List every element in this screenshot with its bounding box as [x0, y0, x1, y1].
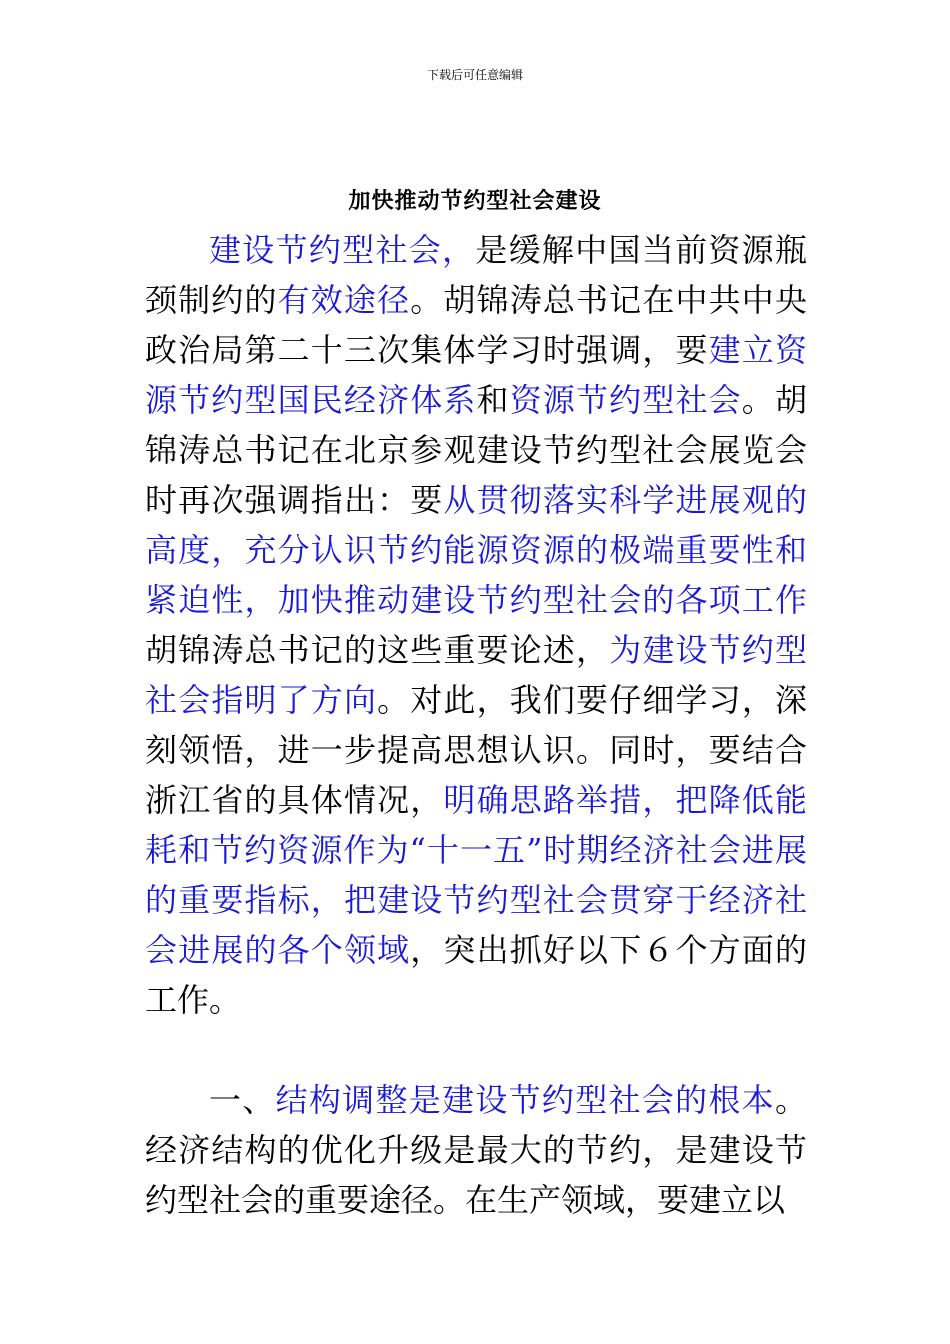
body-text-run: ，突出抓好以下６个方面的工作。: [145, 931, 807, 1019]
highlighted-text: 为建设节约型社会指明了方向: [145, 631, 807, 719]
header-note: 下载后可任意编辑: [426, 68, 523, 82]
highlighted-text: 明确思路举措，把降低能耗和节约资源作为“十一五”时期经济社会进展的重要指标，把建设节约型社会贯穿于经济社会进展的各个领域: [145, 781, 807, 969]
highlighted-text: 建立资源节约型国民经济体系: [145, 331, 807, 419]
highlighted-text: 结构调整是建设节约型社会的根本: [275, 1081, 775, 1119]
paragraph-intro: [145, 225, 807, 1025]
highlighted-text: 建设节约型社会，: [209, 231, 476, 269]
paragraph-section-one: [145, 1075, 807, 1225]
highlighted-text: 资源节约型社会: [509, 381, 742, 419]
body-text-run: 。对此，我们要仔细学习，深刻领悟，进一步提高思想认识。同时，要结合浙江省的具体情况，: [145, 681, 807, 819]
body-text-run: 是缓解中国当前资源瓶颈制约的: [145, 231, 807, 319]
body-text-run: 。胡锦涛总书记在北京参观建设节约型社会展览会时再次强调指出：要: [145, 381, 807, 519]
highlighted-text: 从贯彻落实科学进展观的高度，充分认识节约能源资源的极端重要性和紧迫性，加快推动建设节约型社会的各项工作: [145, 481, 807, 619]
body-text-run: 和: [476, 381, 510, 419]
document-title: 加快推动节约型社会建设: [348, 189, 602, 214]
highlighted-text: 有效途径: [277, 281, 411, 319]
body-text-run: 一、: [209, 1081, 276, 1119]
body-text-run: 胡锦涛总书记的这些重要论述，: [145, 631, 610, 669]
body-text-run: 。胡锦涛总书记在中共中央政治局第二十三次集体学习时强调，要: [145, 281, 807, 369]
body-text-run: 。经济结构的优化升级是最大的节约，是建设节约型社会的重要途径。在生产领域，要建立以: [145, 1081, 807, 1219]
